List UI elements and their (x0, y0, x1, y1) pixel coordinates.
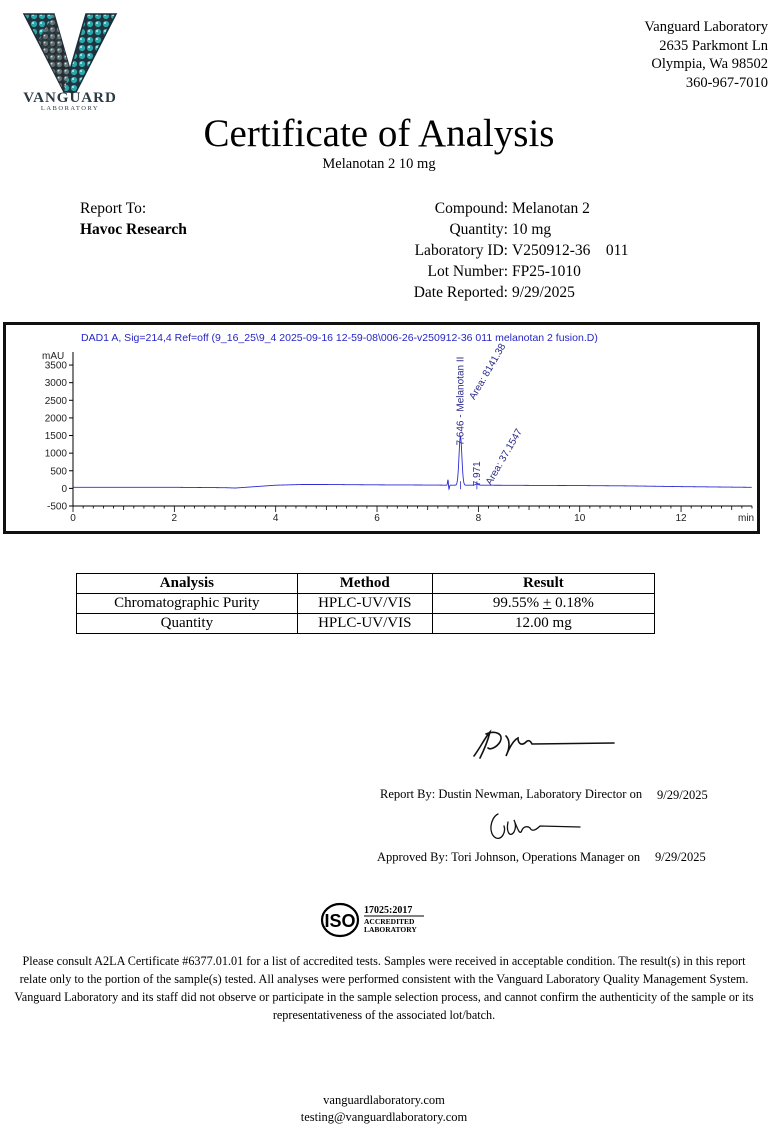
x-tick-label: 6 (374, 513, 380, 524)
report-to (80, 198, 187, 240)
lab-city: Olympia, Wa 98502 (651, 56, 768, 72)
document-title: Certificate of Analysis (203, 112, 555, 155)
peak-area-label: Area: 8141.38 (467, 341, 509, 402)
result-value: 99.55% (492, 595, 543, 611)
chromatogram-chart (6, 325, 757, 531)
approved-by-line: Approved By: Tori Johnson, Operations Manager on (377, 850, 641, 864)
chromatogram-panel (3, 322, 760, 534)
detail-label: Laboratory ID: (414, 242, 508, 259)
detail-label: Date Reported: (413, 284, 508, 301)
header-analysis: Analysis (77, 574, 298, 594)
logo-text: VANGUARD (23, 90, 117, 106)
lab-address (468, 18, 768, 92)
detail-value: Melanotan 2 (512, 200, 590, 217)
lab-street: 2635 Parkmont Ln (659, 37, 768, 54)
detail-value: 10 mg (512, 221, 552, 238)
footer-website: vanguardlaboratory.com (323, 1093, 445, 1107)
footer (0, 1092, 768, 1126)
result-value: 12.00 mg (515, 615, 572, 631)
x-tick-label: 2 (171, 513, 178, 524)
x-tick-label: 8 (475, 513, 482, 524)
x-tick-label: 10 (574, 513, 586, 524)
y-tick-label: 2500 (44, 395, 67, 407)
director-signature (466, 726, 616, 762)
footer-email: testing@vanguardlaboratory.com (300, 1110, 468, 1124)
x-tick-label: 12 (675, 513, 687, 524)
results-table (76, 573, 655, 634)
x-tick-label: 4 (272, 513, 279, 524)
detail-row (300, 282, 629, 303)
y-tick-label: -500 (46, 501, 67, 513)
table-row (77, 614, 655, 634)
sample-details (300, 198, 629, 303)
client-name: Havoc Research (80, 221, 187, 238)
iso-laboratory: LABORATORY (364, 925, 417, 934)
detail-label: Lot Number: (427, 263, 508, 280)
lab-phone: 360-967-7010 (685, 74, 768, 91)
method-cell: HPLC-UV/VIS (297, 614, 432, 634)
y-axis-label: mAU (42, 351, 65, 362)
x-axis-label: min (738, 513, 755, 524)
result-cell (432, 594, 654, 614)
detail-row (300, 219, 629, 240)
x-tick-label: 0 (70, 513, 76, 524)
lab-name: Vanguard Laboratory (644, 19, 768, 35)
y-tick-label: 0 (61, 483, 67, 495)
y-tick-label: 1500 (44, 431, 67, 443)
approved-by-date: 9/29/2025 (655, 850, 706, 864)
detail-value: FP25-1010 (512, 263, 581, 280)
iso-text: ISO (324, 911, 356, 931)
detail-label: Quantity: (449, 221, 508, 238)
header-result: Result (432, 574, 654, 594)
iso-accredited: ACCREDITED (364, 917, 415, 926)
manager-signature (484, 806, 584, 846)
y-tick-label: 2000 (44, 413, 67, 425)
report-to-label: Report To: (80, 200, 147, 217)
y-tick-label: 1000 (44, 448, 67, 460)
vanguard-logo (14, 12, 126, 112)
chromatogram-trace (73, 437, 752, 490)
analysis-cell: Quantity (77, 614, 298, 634)
detail-value: V250912-36 011 (512, 242, 629, 259)
header-method: Method (297, 574, 432, 594)
detail-row (300, 198, 629, 219)
method-cell: HPLC-UV/VIS (297, 594, 432, 614)
iso-accreditation-icon (320, 901, 430, 939)
logo-subtext: LABORATORY (40, 105, 100, 112)
peak-rt-label: 7.646 - Melanotan II (455, 356, 467, 446)
y-tick-label: 3500 (44, 360, 67, 372)
report-by-line: Report By: Dustin Newman, Laboratory Director on (380, 787, 643, 801)
detail-row (300, 261, 629, 282)
peak-area-label: Area: 37.1547 (483, 427, 525, 488)
analysis-cell: Chromatographic Purity (77, 594, 298, 614)
disclaimer-text: Please consult A2LA Certificate #6377.01.01 for a list of accredited tests. Samples were received in acceptable condition. The result(s) in this report relate only to the portion of the sample(s) tested. All analyses were performed consistent with the Vanguard Laboratory Quality Management System. Vanguard Laboratory and its staff did not observe or participate in the sample selection process, and cannot confirm the authenticity of the sample or its representativeness of the associated lot/batch. (14, 954, 754, 1022)
peak-rt-label: 7.971 (471, 461, 483, 487)
detail-row (300, 240, 629, 261)
document-subtitle: Melanotan 2 10 mg (322, 156, 436, 172)
results-header-row (77, 574, 655, 594)
iso-standard: 17025:2017 (364, 905, 413, 916)
detail-label: Compound: (434, 200, 508, 217)
result-tolerance: 0.18% (551, 595, 594, 611)
plus-minus: + (542, 595, 552, 611)
y-tick-label: 3000 (44, 378, 67, 390)
report-by-date: 9/29/2025 (657, 788, 708, 802)
detail-value: 9/29/2025 (512, 284, 575, 301)
table-row (77, 594, 655, 614)
y-tick-label: 500 (50, 466, 67, 478)
result-cell (432, 614, 654, 634)
chart-title: DAD1 A, Sig=214,4 Ref=off (9_16_25\9_4 2025-09-16 12-59-08\006-26-v250912-36 011 melanotan 2 fusion.D) (81, 332, 598, 344)
